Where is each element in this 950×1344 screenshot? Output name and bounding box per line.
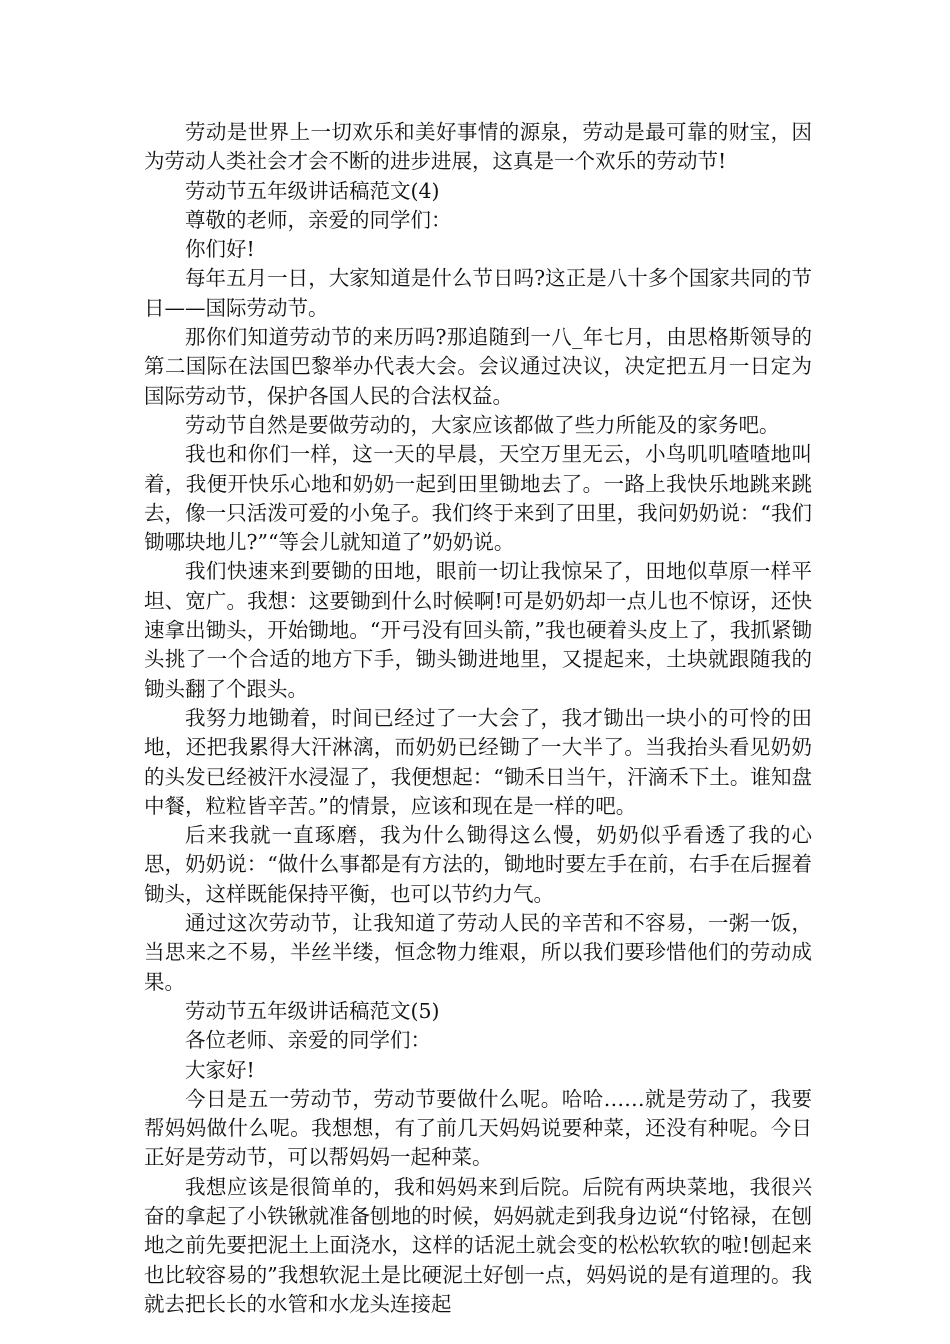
paragraph: 我努力地锄着，时间已经过了一大会了，我才锄出一块小的可怜的田地，还把我累得大汗淋漓，而奶奶已经锄了一大半了。当我抬头看见奶奶的头发已经被汗水浸湿了，我便想起：“锄禾日当午，汗滴禾下土。谁知盘中餐，粒粒皆辛苦。”的情景，应该和现在是一样的吧。 <box>144 705 812 818</box>
section-title-5: 劳动节五年级讲话稿范文(5) <box>185 998 440 1023</box>
paragraph: 每年五月一日，大家知道是什么节日吗?这正是八十多个国家共同的节日——国际劳动节。 <box>144 266 812 320</box>
paragraph: 我们快速来到要锄的田地，眼前一切让我惊呆了，田地似草原一样平坦、宽广。我想：这要锄到什么时候啊!可是奶奶却一点儿也不惊讶，还快速拿出锄头，开始锄地。“开弓没有回头箭，”我也硬着头皮上了，我抓紧锄头挑了一个合适的地方下手，锄头锄进地里，又提起来，土块就跟随我的锄头翻了个跟头。 <box>144 559 812 701</box>
paragraph: 我想应该是很简单的，我和妈妈来到后院。后院有两块菜地，我很兴奋的拿起了小铁锹就准备刨地的时候，妈妈就走到我身边说“付铭禄，在刨地之前先要把泥土上面浇水，这样的话泥土就会变的松松软软的啦!刨起来也比较容易的”我想软泥土是比硬泥土好刨一点，妈妈说的是有道理的。我就去把长长的水管和水龙头连接起 <box>144 1174 812 1316</box>
section-title-4: 劳动节五年级讲话稿范文(4) <box>185 178 440 203</box>
paragraph: 通过这次劳动节，让我知道了劳动人民的辛苦和不容易，一粥一饭，当思来之不易，半丝半缕，恒念物力维艰，所以我们要珍惜他们的劳动成果。 <box>144 911 812 994</box>
paragraph: 我也和你们一样，这一天的早晨，天空万里无云，小鸟叽叽喳喳地叫着，我便开快乐心地和奶奶一起到田里锄地去了。一路上我快乐地跳来跳去，像一只活泼可爱的小兔子。我们终于来到了田里，我问奶奶说：“我们锄哪块地儿?”“等会儿就知道了”奶奶说。 <box>144 442 812 555</box>
document-page <box>144 118 812 1319</box>
paragraph: 劳动节自然是要做劳动的，大家应该都做了些力所能及的家务吧。 <box>185 412 780 437</box>
paragraph: 那你们知道劳动节的来历吗?那追随到一八_年七月，由思格斯领导的第二国际在法国巴黎举办代表大会。会议通过决议，决定把五月一日定为国际劳动节，保护各国人民的合法权益。 <box>144 325 812 408</box>
paragraph-closing: 劳动是世界上一切欢乐和美好事情的源泉，劳动是最可靠的财宝，因为劳动人类社会才会不断的进步进展，这真是一个欢乐的劳动节! <box>144 120 812 174</box>
greeting-salutation: 各位老师、亲爱的同学们： <box>185 1028 431 1053</box>
greeting-hello: 大家好! <box>185 1057 255 1082</box>
paragraph: 后来我就一直琢磨，我为什么锄得这么慢，奶奶似乎看透了我的心思，奶奶说：“做什么事都是有方法的，锄地时要左手在前，右手在后握着锄头，这样既能保持平衡，也可以节约力气。 <box>144 823 812 906</box>
greeting-hello: 你们好! <box>185 237 255 262</box>
paragraph: 今日是五一劳动节，劳动节要做什么呢。哈哈……就是劳动了，我要帮妈妈做什么呢。我想想，有了前几天妈妈说要种菜，还没有种呢。今日正好是劳动节，可以帮妈妈一起种菜。 <box>144 1086 812 1170</box>
greeting-salutation: 尊敬的老师，亲爱的同学们： <box>185 207 452 232</box>
